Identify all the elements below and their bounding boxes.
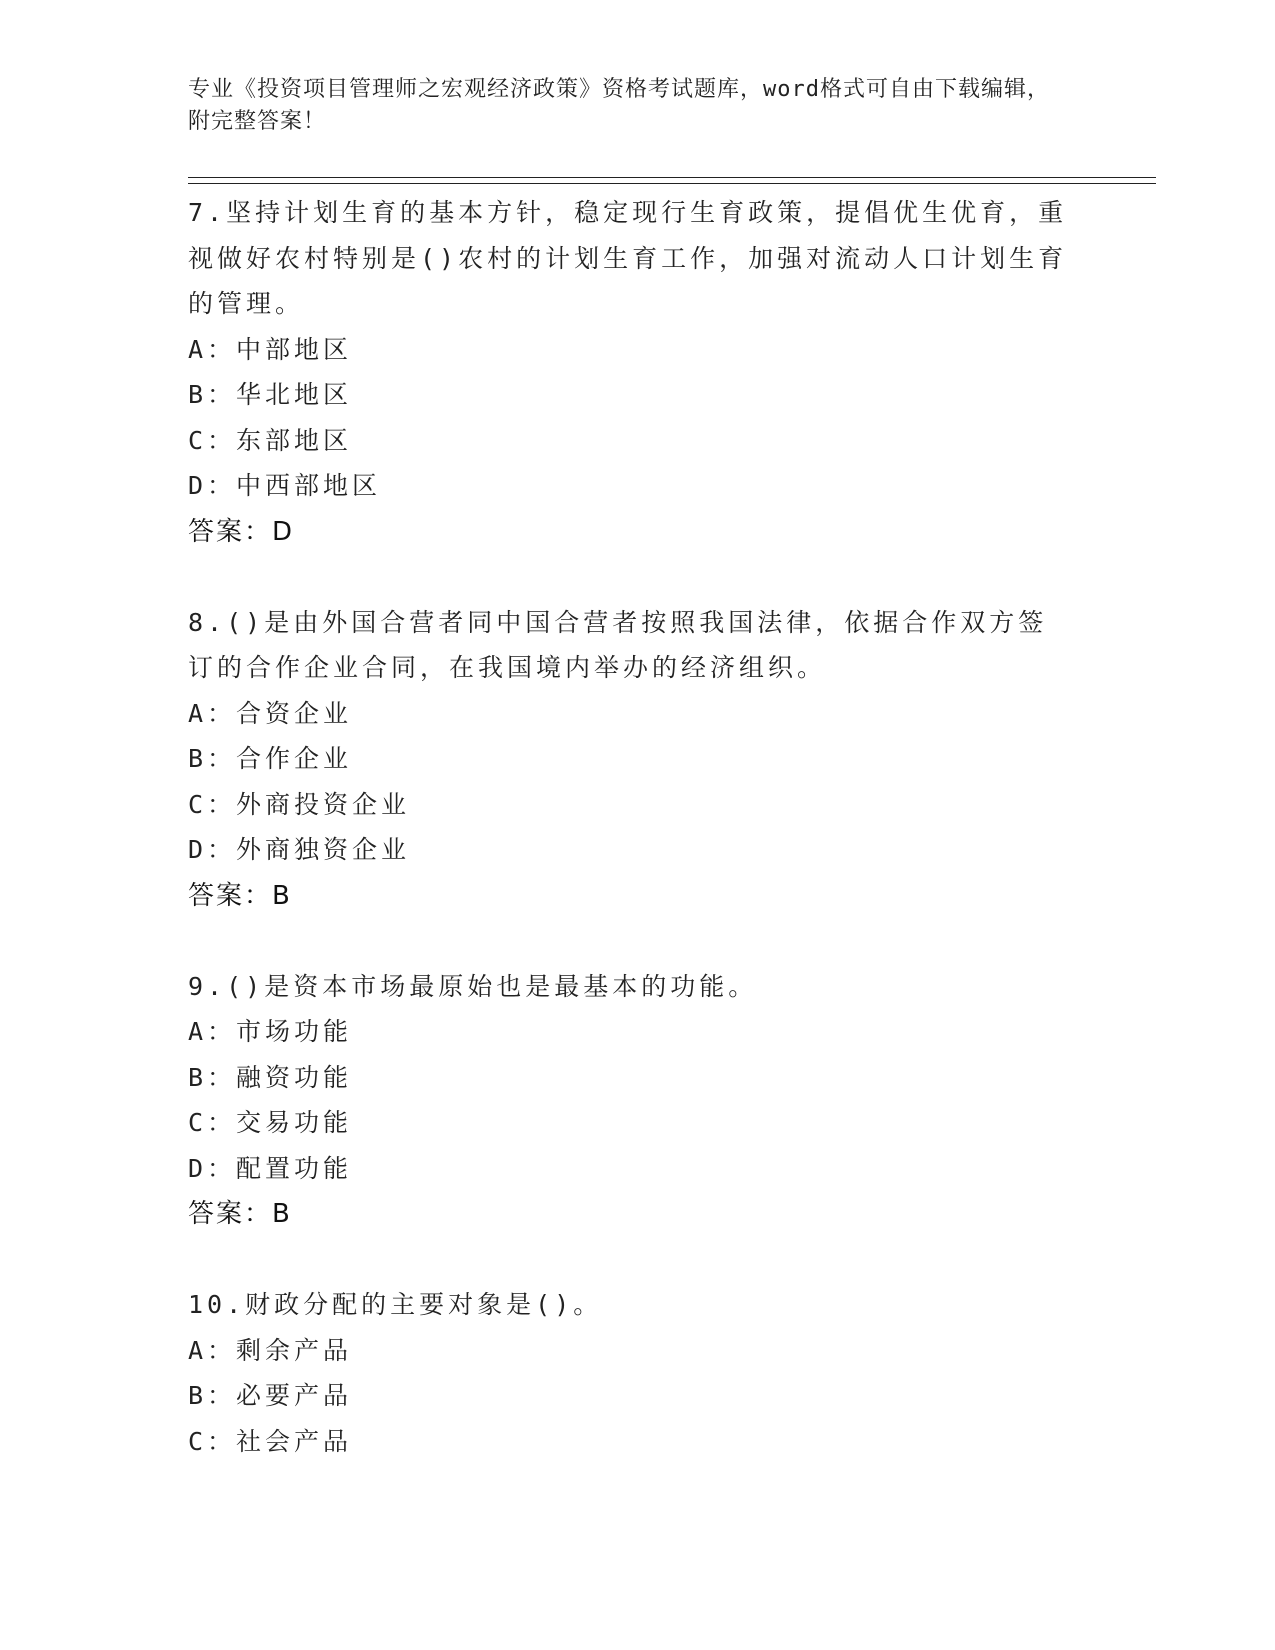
option-b: B：华北地区 bbox=[188, 380, 353, 409]
option-c: C：社会产品 bbox=[188, 1426, 353, 1456]
question-text: 7.坚持计划生育的基本方针，稳定现行生育政策，提倡优生优育，重视做好农村特别是()农村的计划生育工作，加强对流动人口计划生育的管理。 bbox=[188, 198, 1068, 318]
question-spacer bbox=[188, 1237, 1068, 1282]
question-text: 8.()是由外国合营者同中国合营者按照我国法律，依据合作双方签订的合作企业合同，在我国境内举办的经济组织。 bbox=[188, 607, 1048, 682]
header-divider-top bbox=[188, 177, 1156, 178]
question-10 bbox=[188, 1282, 1068, 1464]
answer-line: 答案：B bbox=[188, 880, 292, 911]
option-d: D：外商独资企业 bbox=[188, 835, 411, 864]
question-text: 10.财政分配的主要对象是()。 bbox=[188, 1290, 603, 1319]
question-spacer bbox=[188, 555, 1068, 600]
question-9 bbox=[188, 964, 1068, 1238]
option-c: C：东部地区 bbox=[188, 425, 353, 455]
question-list bbox=[188, 190, 1068, 1464]
option-a: A：合资企业 bbox=[188, 698, 353, 728]
question-8 bbox=[188, 600, 1068, 919]
document-intro: 专业《投资项目管理师之宏观经济政策》资格考试题库，word格式可自由下载编辑，附完整答案！ bbox=[188, 77, 1050, 134]
option-c: C：外商投资企业 bbox=[188, 789, 411, 819]
option-b: B：融资功能 bbox=[188, 1062, 353, 1092]
option-d: D：配置功能 bbox=[188, 1153, 353, 1183]
option-b: B：合作企业 bbox=[188, 744, 353, 773]
option-a: A：中部地区 bbox=[188, 334, 353, 364]
question-text: 9.()是资本市场最原始也是最基本的功能。 bbox=[188, 971, 758, 1001]
question-7 bbox=[188, 190, 1068, 555]
answer-line: 答案：B bbox=[188, 1199, 292, 1229]
answer-line: 答案：D bbox=[188, 516, 295, 547]
question-spacer bbox=[188, 919, 1068, 964]
option-d: D：中西部地区 bbox=[188, 471, 382, 500]
option-a: A：剩余产品 bbox=[188, 1335, 353, 1365]
option-a: A：市场功能 bbox=[188, 1017, 353, 1046]
option-b: B：必要产品 bbox=[188, 1381, 353, 1410]
option-c: C：交易功能 bbox=[188, 1108, 353, 1137]
header-divider-bottom bbox=[188, 183, 1156, 184]
